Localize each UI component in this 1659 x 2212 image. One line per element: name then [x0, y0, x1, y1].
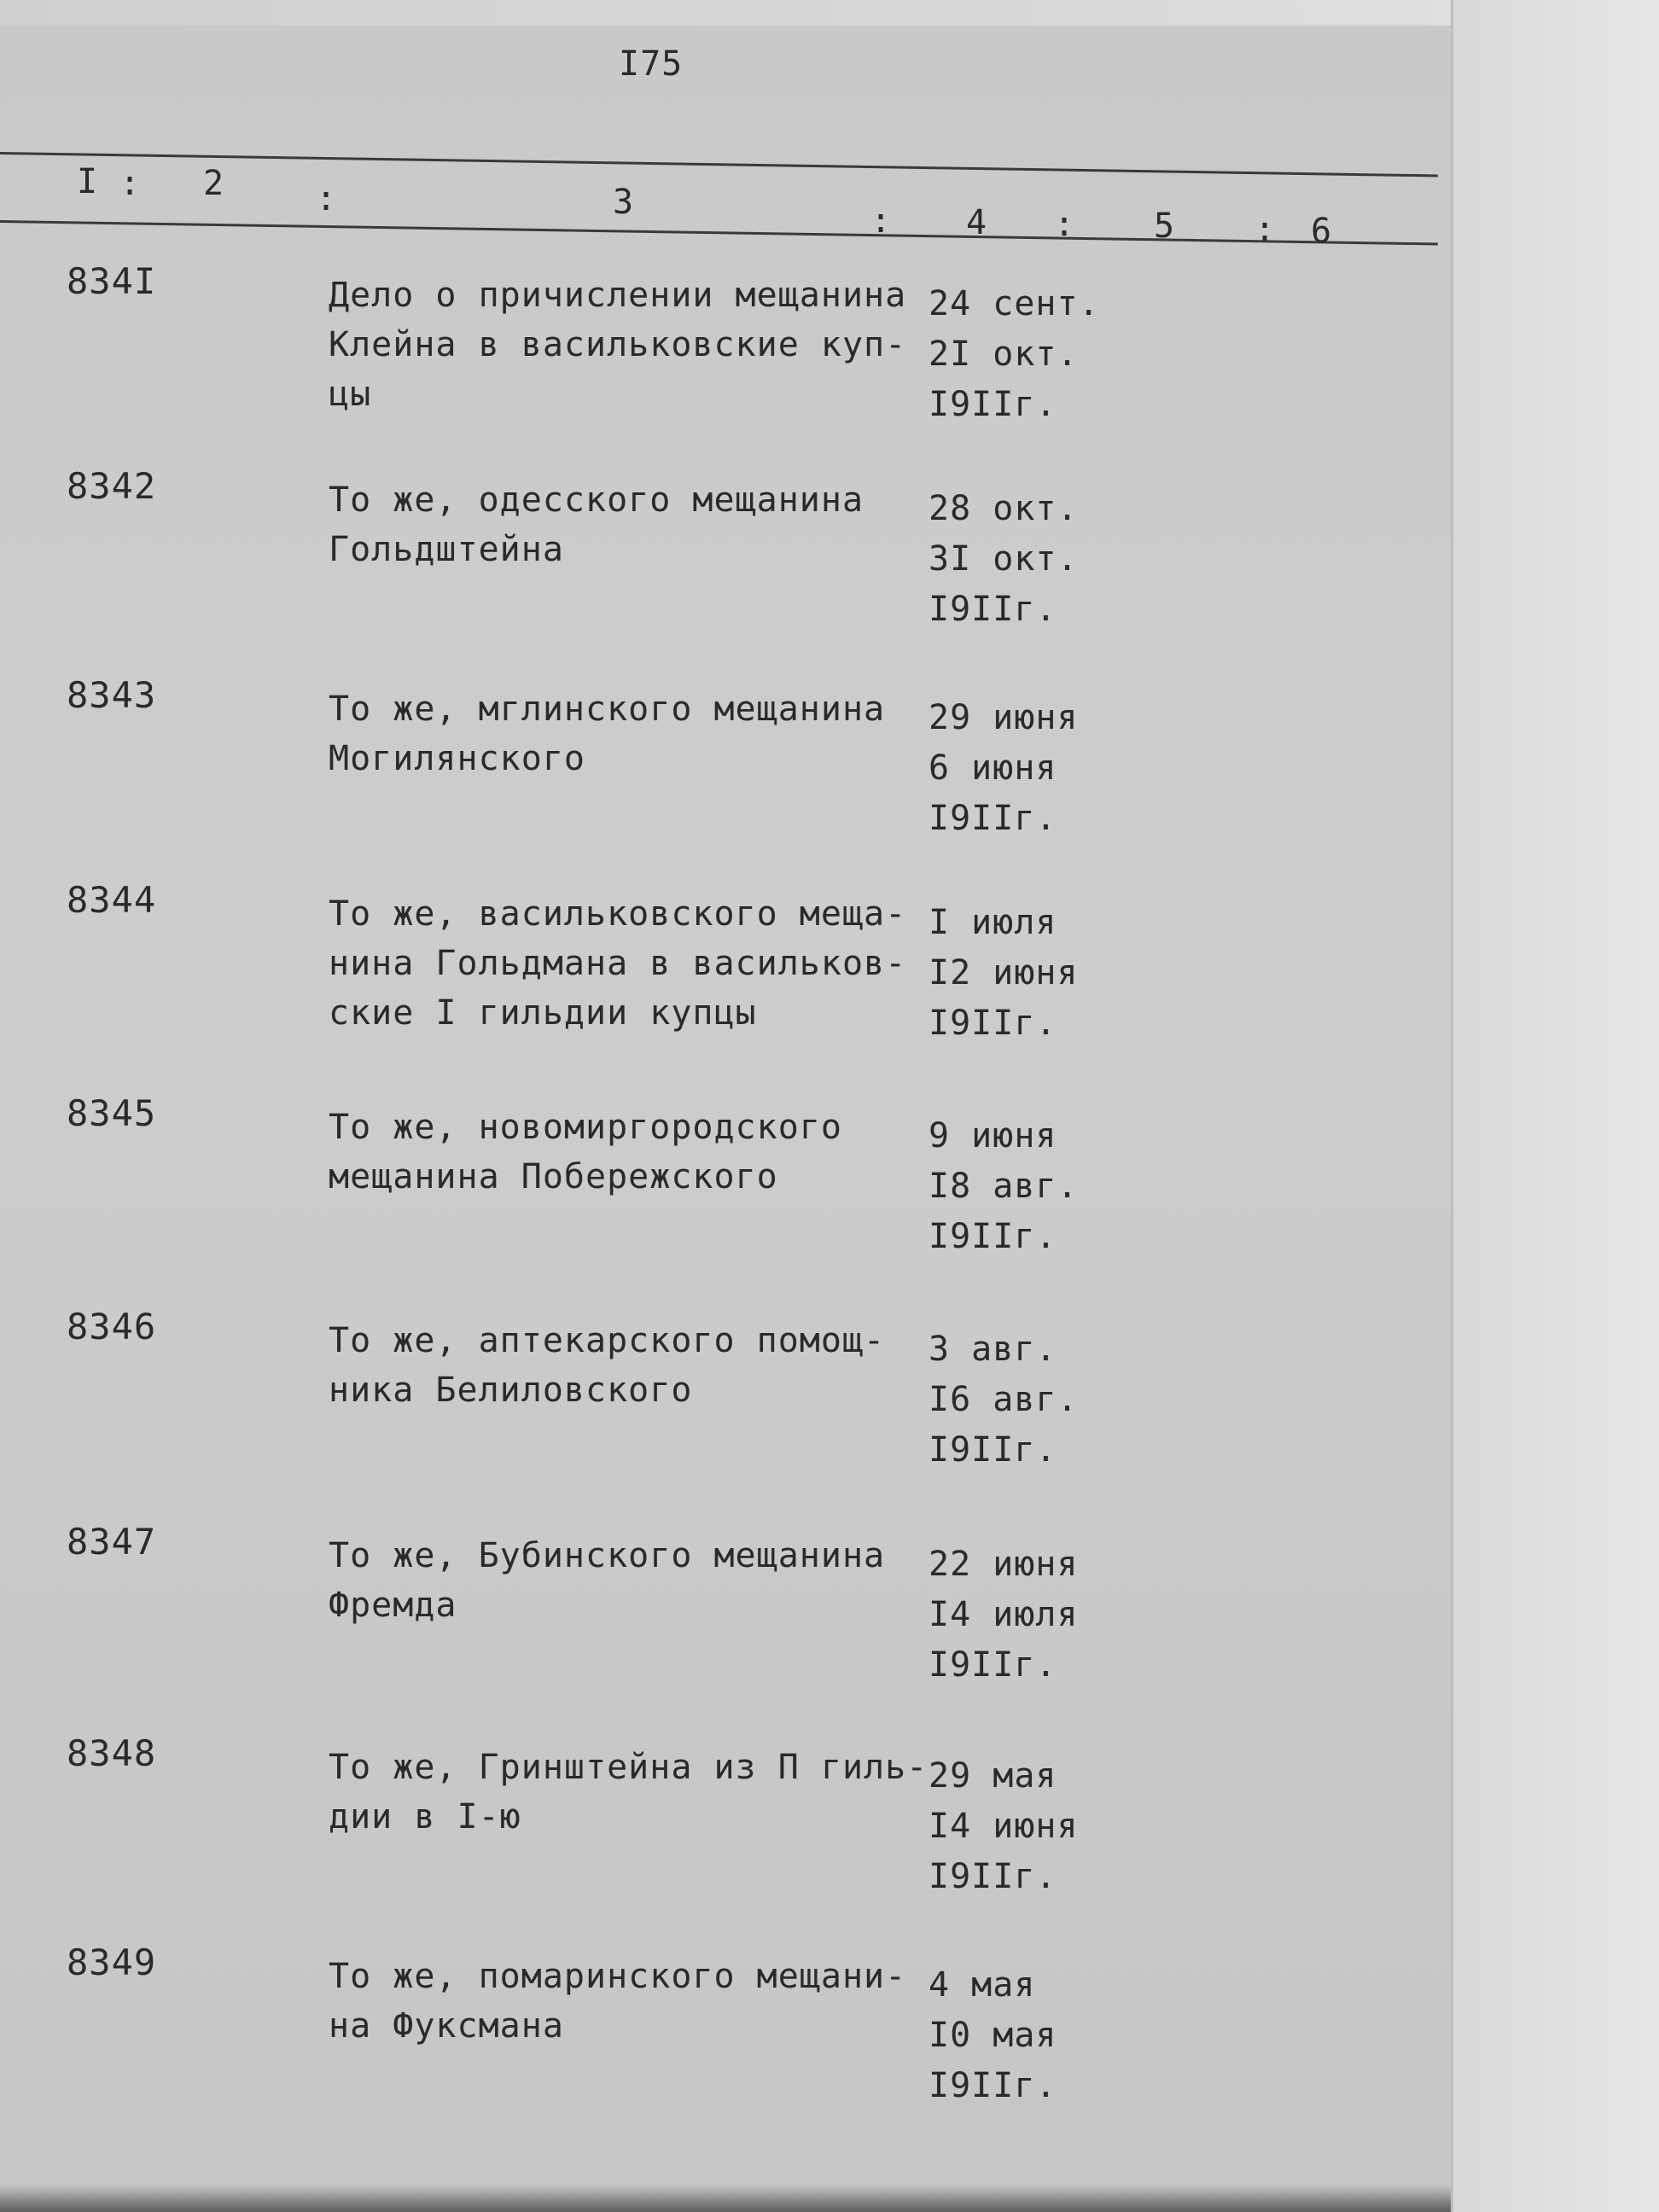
list-item: [0, 1941, 1451, 2138]
item-number: 8342: [67, 465, 157, 507]
list-item: [0, 1306, 1451, 1502]
column-header: 3: [613, 183, 635, 222]
column-header: I: [77, 162, 99, 201]
item-dates: [928, 1324, 1079, 1476]
item-number: 8343: [67, 674, 157, 716]
item-description: [329, 1531, 926, 1630]
description-line: ские I гильдии купцы: [329, 993, 757, 1033]
date-line: 3 авг.: [928, 1330, 1057, 1369]
date-line: 2I окт.: [928, 335, 1079, 374]
date-line: 24 сент.: [928, 284, 1100, 323]
date-line: I9IIг.: [928, 1857, 1057, 1896]
item-description: [329, 1103, 926, 1202]
date-line: 9 июня: [928, 1116, 1057, 1155]
description-line: Фремда: [329, 1586, 457, 1625]
list-item: [0, 674, 1451, 870]
column-separator: :: [1254, 210, 1277, 249]
date-line: 4 мая: [928, 1965, 1036, 2005]
item-dates: [928, 1540, 1079, 1691]
date-line: I9IIг.: [928, 385, 1057, 424]
item-description: [329, 1316, 926, 1415]
list-item: [0, 1092, 1451, 1289]
underlying-page: [1451, 0, 1659, 2212]
date-line: 28 окт.: [928, 489, 1079, 528]
description-line: Дело о причислении мещанина: [329, 276, 907, 315]
description-line: ника Белиловского: [329, 1371, 693, 1410]
date-line: I9IIг.: [928, 2066, 1057, 2105]
bottom-shadow: [0, 2185, 1451, 2212]
date-line: I9IIг.: [928, 1217, 1057, 1256]
date-line: I4 июня: [928, 1807, 1079, 1846]
column-separator: :: [870, 201, 893, 241]
column-separator: :: [1054, 205, 1076, 244]
description-line: То же, васильковского меща-: [329, 894, 907, 934]
description-line: Клейна в васильковские куп-: [329, 325, 907, 364]
item-description: [329, 1952, 926, 2051]
column-separator: :: [316, 179, 338, 218]
item-number: 8349: [67, 1941, 157, 1983]
item-description: [329, 271, 926, 419]
description-line: То же, мглинского мещанина: [329, 690, 886, 729]
column-header: 6: [1311, 212, 1333, 251]
description-line: нина Гольдмана в васильков-: [329, 944, 907, 983]
date-line: I6 авг.: [928, 1380, 1079, 1419]
description-line: То же, Бубинского мещанина: [329, 1536, 886, 1575]
item-description: [329, 889, 926, 1038]
date-line: I0 мая: [928, 2016, 1057, 2055]
date-line: 29 мая: [928, 1756, 1057, 1796]
description-line: дии в I-ю: [329, 1797, 521, 1837]
item-number: 8347: [67, 1521, 157, 1563]
description-line: цы: [329, 375, 372, 414]
list-item: [0, 260, 1451, 457]
item-dates: [928, 898, 1079, 1049]
item-dates: [928, 1751, 1079, 1902]
item-number: 8345: [67, 1092, 157, 1134]
item-description: [329, 684, 926, 783]
date-line: 29 июня: [928, 698, 1079, 737]
date-line: I8 авг.: [928, 1167, 1079, 1206]
date-line: I2 июня: [928, 953, 1079, 992]
description-line: на Фуксмана: [329, 2006, 564, 2046]
description-line: То же, одесского мещанина: [329, 480, 864, 520]
item-dates: [928, 693, 1079, 844]
description-line: То же, аптекарского помощ-: [329, 1321, 886, 1360]
date-line: 3I окт.: [928, 539, 1079, 579]
column-header: 2: [203, 164, 225, 203]
list-item: [0, 1521, 1451, 1717]
item-dates: [928, 279, 1100, 430]
page-number: I75: [619, 44, 684, 84]
description-line: Могилянского: [329, 739, 585, 778]
date-line: I9IIг.: [928, 1645, 1057, 1685]
date-line: I9IIг.: [928, 590, 1057, 629]
description-line: То же, новомиргородского: [329, 1108, 842, 1147]
item-dates: [928, 1960, 1057, 2111]
item-number: 8348: [67, 1732, 157, 1774]
item-number: 8346: [67, 1306, 157, 1348]
description-line: То же, Гринштейна из П гиль-: [329, 1748, 928, 1787]
date-line: I июля: [928, 903, 1057, 942]
column-separator: :: [119, 164, 142, 203]
description-line: мещанина Побережского: [329, 1157, 778, 1196]
item-dates: [928, 1111, 1079, 1262]
description-line: Гольдштейна: [329, 530, 564, 569]
item-description: [329, 1743, 926, 1842]
item-number: 8344: [67, 879, 157, 921]
date-line: I9IIг.: [928, 1430, 1057, 1470]
date-line: I4 июля: [928, 1595, 1079, 1634]
column-header: 5: [1154, 207, 1176, 246]
list-item: [0, 1732, 1451, 1929]
date-line: I9IIг.: [928, 1004, 1057, 1043]
item-number: 834I: [67, 260, 157, 302]
list-item: [0, 879, 1451, 1075]
date-line: I9IIг.: [928, 799, 1057, 838]
description-line: То же, помаринского мещани-: [329, 1957, 907, 1996]
list-item: [0, 465, 1451, 661]
date-line: 22 июня: [928, 1545, 1079, 1584]
date-line: 6 июня: [928, 748, 1057, 788]
column-header: 4: [966, 203, 988, 242]
item-description: [329, 475, 926, 574]
item-dates: [928, 484, 1079, 635]
